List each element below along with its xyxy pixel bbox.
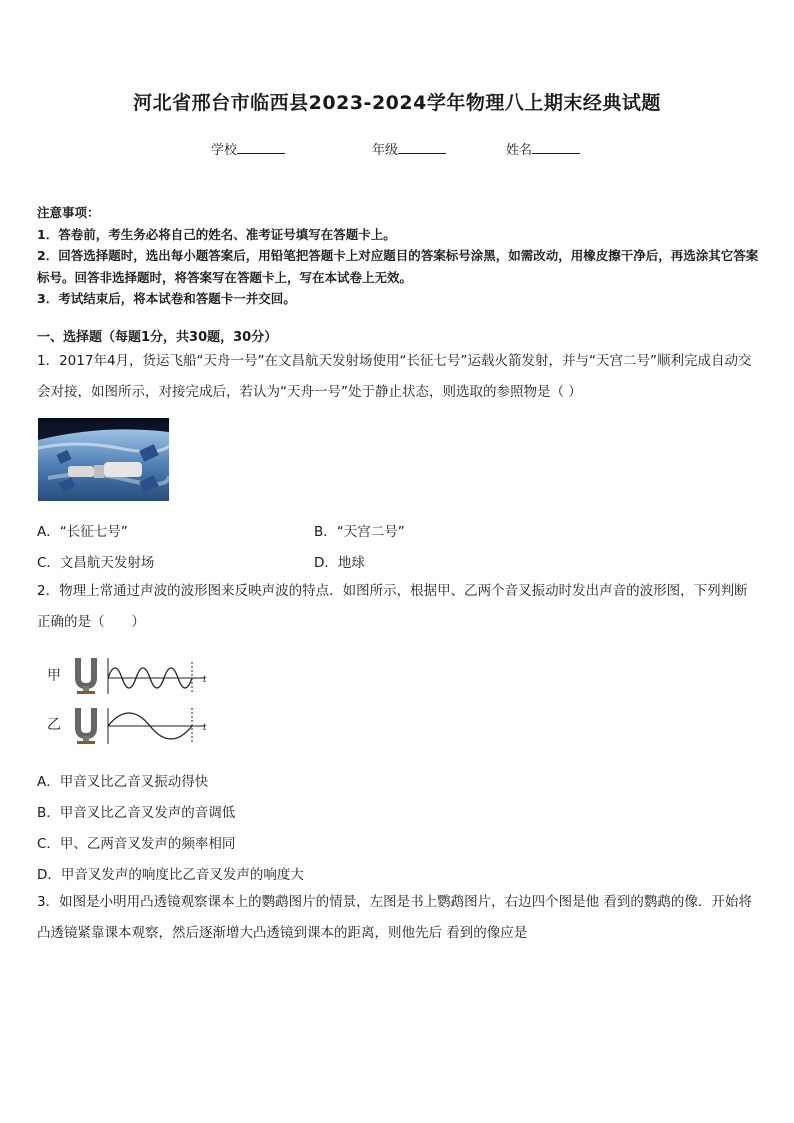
time-axis-label: t [203,675,207,685]
question-1 [37,346,759,408]
notes-block [37,202,759,310]
fork-label-jia: 甲 [47,668,61,684]
spacecraft-docking-photo [38,418,169,501]
q2-option-b: B．甲音叉比乙音叉发声的音调低 [37,805,236,821]
q1-option-b: B．“天宫二号” [314,524,405,540]
q1-option-c: C．文昌航天发射场 [37,555,155,571]
q2-option-a: A．甲音叉比乙音叉振动得快 [37,774,209,790]
name-label: 姓名 [506,143,533,158]
note-item: 3．考试结束后，将本试卷和答题卡一并交回。 [37,291,296,306]
tuning-fork-waveform-figure [45,652,220,752]
tuning-fork-icon [77,658,95,694]
tuning-fork-icon [77,708,95,744]
question-2 [37,576,759,638]
grade-blank [398,141,446,154]
q2-option-c: C．甲、乙两音叉发声的频率相同 [37,836,236,852]
q2-option-d: D．甲音叉发声的响度比乙音叉发声的响度大 [37,867,304,883]
fork-label-yi: 乙 [47,717,61,733]
school-label: 学校 [211,143,238,158]
question-2-stem: 2．物理上常通过声波的波形图来反映声波的特点．如图所示，根据甲、乙两个音叉振动时发出声音的波形图，下列判断正确的是（ ） [37,583,748,630]
grade-label: 年级 [372,143,399,158]
school-field [211,139,285,158]
q1-option-a: A．“长征七号” [37,524,128,540]
school-blank [237,141,285,154]
name-blank [532,141,580,154]
notes-heading: 注意事项： [37,205,100,220]
question-3-stem: 3．如图是小明用凸透镜观察课本上的鹦鹉图片的情景，左图是书上鹦鹉图片，右边四个图是他 看到的鹦鹉的像．开始将凸透镜紧靠课本观察，然后逐渐增大凸透镜到课本的距离，则他先后 看到的像应是 [37,894,752,941]
q1-option-d: D．地球 [314,555,365,571]
question-3 [37,887,759,949]
note-item: 1．答卷前，考生务必将自己的姓名、准考证号填写在答题卡上。 [37,226,396,242]
note-item: 2．回答选择题时，选出每小题答案后，用铅笔把答题卡上对应题目的答案标号涂黑，如需改动，用橡皮擦干净后，再选涂其它答案标号。回答非选择题时，将答案写在答题卡上，写在本试卷上无效。 [37,248,759,285]
question-1-stem: 1．2017年4月，货运飞船“天舟一号”在文昌航天发射场使用“长征七号”运载火箭发射，并与“天宫二号”顺利完成自动交会对接，如图所示，对接完成后，若认为“天舟一号”处于静止状态，则选取的参照物是（ ） [37,353,752,400]
page-title: 河北省邢台市临西县2023-2024学年物理八上期末经典试题 [133,92,661,114]
name-field [506,139,580,158]
grade-field [372,139,446,158]
section-heading: 一、选择题（每题1分，共30题，30分） [37,330,278,345]
time-axis-label: t [203,723,207,733]
